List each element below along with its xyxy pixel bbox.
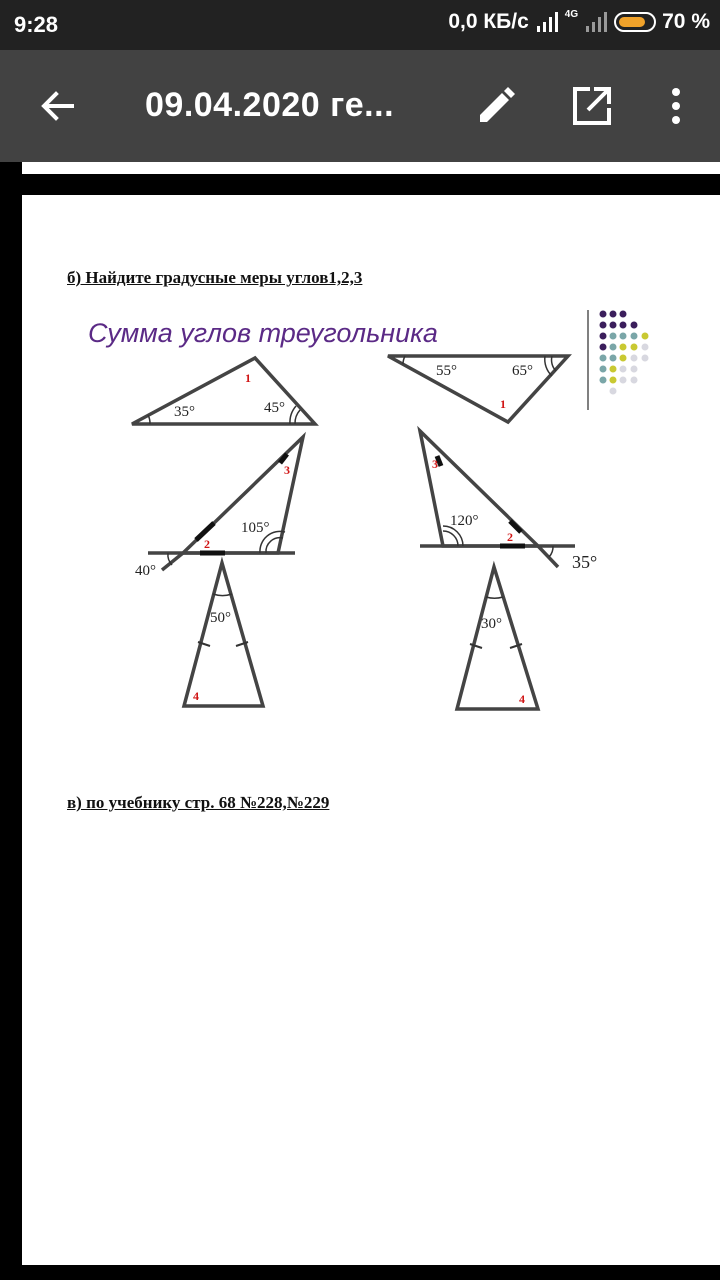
angle-label: 55°: [436, 363, 457, 379]
heading-v: в) по учебнику стр. 68 №228,№229: [67, 793, 330, 812]
angle-label: 40°: [135, 563, 156, 579]
heading-b: б) Найдите градусные меры углов1,2,3: [67, 268, 363, 287]
angle-label: 35°: [174, 404, 195, 420]
signal-icon-2: [584, 12, 608, 32]
angle-label: 35°: [572, 552, 598, 572]
decorative-dots: [588, 310, 649, 410]
triangles-figure: [0, 300, 720, 730]
triangle-1: [132, 358, 315, 424]
status-bar: [0, 0, 720, 50]
network-type: 4G: [564, 8, 579, 20]
battery-level: 70 %: [662, 10, 710, 33]
triangle-2: [388, 356, 568, 422]
back-arrow-icon[interactable]: [36, 84, 80, 128]
triangle-5: [184, 563, 263, 706]
angle-label: 45°: [264, 400, 285, 416]
unknown-angle-number: 3: [432, 457, 438, 471]
signal-icon: [535, 12, 559, 32]
pencil-icon[interactable]: [474, 84, 518, 128]
battery-icon: [614, 12, 656, 32]
unknown-angle-number: 2: [204, 537, 210, 551]
unknown-angle-number: 3: [284, 463, 290, 477]
app-bar: [0, 50, 720, 162]
status-time: 9:28: [14, 12, 59, 37]
unknown-angle-number: 4: [519, 692, 525, 706]
unknown-angle-number: 1: [245, 371, 251, 385]
figure-title: Сумма углов треугольника: [88, 318, 438, 348]
unknown-angle-number: 1: [500, 397, 506, 411]
status-right: [448, 10, 710, 34]
document-title: 09.04.2020 ге...: [145, 86, 395, 124]
network-speed: 0,0 КБ/с: [448, 10, 529, 33]
angle-label: 65°: [512, 363, 533, 379]
previous-page-edge: [22, 162, 720, 174]
angle-label: 120°: [450, 513, 479, 529]
open-external-icon[interactable]: [570, 84, 614, 128]
unknown-angle-number: 4: [193, 689, 199, 703]
angle-label: 50°: [210, 610, 231, 626]
unknown-angle-number: 2: [507, 530, 513, 544]
more-vert-icon[interactable]: [654, 84, 698, 128]
angle-label: 105°: [241, 520, 270, 536]
angle-label: 30°: [481, 616, 502, 632]
triangle-6: [457, 567, 538, 709]
